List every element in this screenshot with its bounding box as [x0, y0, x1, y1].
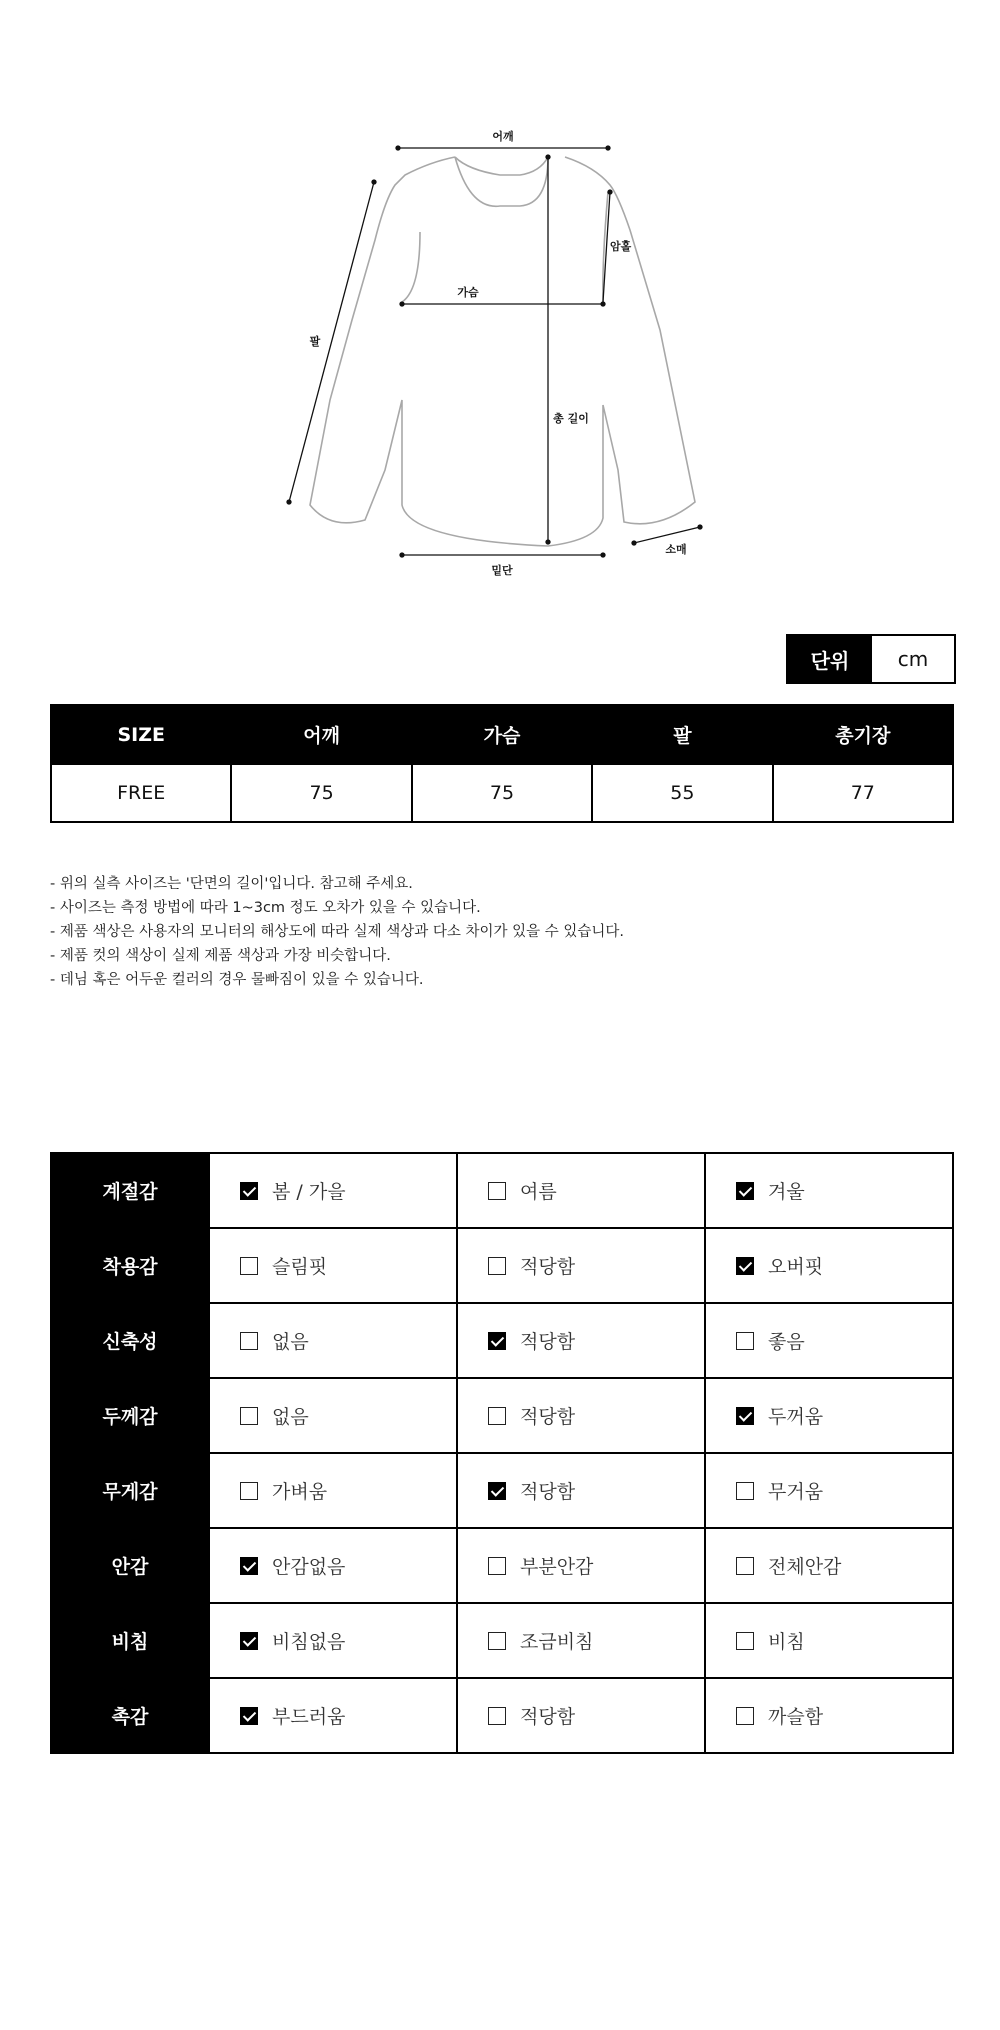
table-row [51, 1603, 953, 1678]
fit-option-label: 조금비침 [520, 1631, 594, 1653]
fit-option-label: 오버핏 [768, 1256, 824, 1278]
checkbox-icon [488, 1257, 506, 1275]
note-line: - 데님 혹은 어두운 컬러의 경우 물빠짐이 있을 수 있습니다. [50, 972, 424, 988]
fit-option-cell [209, 1303, 457, 1378]
size-cell: 75 [231, 764, 411, 822]
note-line: - 제품 컷의 색상이 실제 제품 색상과 가장 비슷합니다. [50, 948, 391, 964]
table-row [51, 1378, 953, 1453]
fit-option [488, 1402, 704, 1429]
size-cell: 55 [592, 764, 772, 822]
fit-option [736, 1252, 952, 1279]
fit-option-label: 적당함 [520, 1331, 576, 1353]
fit-option-label: 안감없음 [272, 1556, 346, 1578]
fit-option-cell [209, 1153, 457, 1228]
fit-option-cell [705, 1453, 953, 1528]
fit-option [488, 1177, 704, 1204]
fit-option-cell [209, 1603, 457, 1678]
fit-option-label: 부드러움 [272, 1706, 346, 1728]
fit-option-cell [705, 1228, 953, 1303]
fit-option [240, 1402, 456, 1429]
fit-option-label: 여름 [520, 1181, 557, 1203]
fit-option [736, 1627, 952, 1654]
fit-option-label: 두꺼움 [768, 1406, 824, 1428]
fit-option-label: 비침없음 [272, 1631, 346, 1653]
fit-option-label: 전체안감 [768, 1556, 842, 1578]
fit-option-label: 무거움 [768, 1481, 824, 1503]
neckline-outer [455, 157, 548, 206]
size-notes [50, 872, 624, 992]
fit-option-cell [705, 1603, 953, 1678]
garment-outline [310, 157, 695, 546]
fit-option [736, 1552, 952, 1579]
sleeve-line [289, 182, 374, 502]
checkbox-icon [240, 1407, 258, 1425]
fit-option-cell [705, 1528, 953, 1603]
checkbox-icon [240, 1257, 258, 1275]
fit-option [240, 1252, 456, 1279]
fit-option [240, 1327, 456, 1354]
fit-option-label: 가벼움 [272, 1481, 328, 1503]
fit-option [736, 1402, 952, 1429]
table-row [51, 1303, 953, 1378]
size-header-cell: 가슴 [412, 705, 592, 764]
checked-checkbox-icon [488, 1482, 506, 1500]
checked-checkbox-icon [488, 1332, 506, 1350]
fit-option-cell [209, 1678, 457, 1753]
fit-option [488, 1627, 704, 1654]
size-table-header-row [51, 705, 953, 764]
fit-category-label: 계절감 [51, 1153, 209, 1228]
fit-option-label: 좋음 [768, 1331, 805, 1353]
fit-option-label: 슬림핏 [272, 1256, 328, 1278]
label-cuff: 소매 [665, 543, 687, 556]
fit-option [488, 1327, 704, 1354]
fit-option-label: 적당함 [520, 1481, 576, 1503]
fit-option [488, 1702, 704, 1729]
table-row [51, 764, 953, 822]
label-chest: 가슴 [457, 286, 479, 299]
checked-checkbox-icon [736, 1182, 754, 1200]
fit-category-label: 착용감 [51, 1228, 209, 1303]
garment-measurement-diagram [0, 0, 1000, 600]
size-table [50, 704, 954, 823]
checkbox-icon [240, 1332, 258, 1350]
fit-option-label: 적당함 [520, 1406, 576, 1428]
checkbox-icon [736, 1557, 754, 1575]
fit-option [240, 1552, 456, 1579]
size-header-cell: 팔 [592, 705, 772, 764]
fit-option-label: 없음 [272, 1406, 309, 1428]
checkbox-icon [736, 1482, 754, 1500]
fit-option [736, 1477, 952, 1504]
fit-option [736, 1327, 952, 1354]
fit-option-label: 까슬함 [768, 1706, 824, 1728]
fit-option-cell [209, 1228, 457, 1303]
checked-checkbox-icon [240, 1707, 258, 1725]
fit-option-cell [457, 1303, 705, 1378]
fit-category-label: 무게감 [51, 1453, 209, 1528]
fit-category-label: 촉감 [51, 1678, 209, 1753]
note-line: - 제품 색상은 사용자의 모니터의 해상도에 따라 실제 색상과 다소 차이가 있을 수 있습니다. [50, 924, 625, 940]
checkbox-icon [488, 1707, 506, 1725]
fit-option-cell [209, 1378, 457, 1453]
fit-option [240, 1177, 456, 1204]
fit-option [736, 1702, 952, 1729]
fit-option-cell [705, 1378, 953, 1453]
note-line: - 사이즈는 측정 방법에 따라 1~3cm 정도 오차가 있을 수 있습니다. [50, 900, 481, 916]
size-cell: 77 [773, 764, 953, 822]
checkbox-icon [488, 1632, 506, 1650]
fit-option-cell [457, 1378, 705, 1453]
size-header-cell: 어깨 [231, 705, 411, 764]
fit-option-label: 겨울 [768, 1181, 805, 1203]
checkbox-icon [240, 1482, 258, 1500]
fit-option-label: 적당함 [520, 1256, 576, 1278]
fit-option-cell [705, 1678, 953, 1753]
table-row [51, 1453, 953, 1528]
table-row [51, 1228, 953, 1303]
fit-info-table [50, 1152, 954, 1754]
fit-option-cell [209, 1453, 457, 1528]
fit-option [488, 1477, 704, 1504]
checkbox-icon [736, 1632, 754, 1650]
size-header-cell: SIZE [51, 705, 231, 764]
label-sleeve: 팔 [309, 335, 321, 348]
size-cell: FREE [51, 764, 231, 822]
fit-option [488, 1252, 704, 1279]
table-row [51, 1153, 953, 1228]
label-total-length: 총 길이 [553, 412, 589, 425]
sweater-outline-svg [0, 0, 1000, 600]
fit-option-label: 부분안감 [520, 1556, 594, 1578]
checkbox-icon [488, 1182, 506, 1200]
checked-checkbox-icon [736, 1407, 754, 1425]
checkbox-icon [488, 1407, 506, 1425]
unit-label: 단위 [788, 636, 872, 682]
fit-option-cell [457, 1453, 705, 1528]
fit-option-cell [209, 1528, 457, 1603]
fit-option-cell [457, 1603, 705, 1678]
fit-option [240, 1702, 456, 1729]
unit-indicator [786, 634, 956, 684]
checked-checkbox-icon [240, 1182, 258, 1200]
fit-option-cell [705, 1153, 953, 1228]
fit-category-label: 신축성 [51, 1303, 209, 1378]
checkbox-icon [488, 1557, 506, 1575]
fit-option-cell [457, 1228, 705, 1303]
table-row [51, 1678, 953, 1753]
fit-option-label: 적당함 [520, 1706, 576, 1728]
size-cell: 75 [412, 764, 592, 822]
note-line: - 위의 실측 사이즈는 '단면의 길이'입니다. 참고해 주세요. [50, 876, 413, 892]
size-header-cell: 총기장 [773, 705, 953, 764]
fit-option-label: 없음 [272, 1331, 309, 1353]
label-hem: 밑단 [491, 564, 513, 577]
fit-option-cell [457, 1528, 705, 1603]
checked-checkbox-icon [240, 1632, 258, 1650]
table-row [51, 1528, 953, 1603]
checkbox-icon [736, 1332, 754, 1350]
unit-value: cm [897, 647, 929, 671]
checked-checkbox-icon [736, 1257, 754, 1275]
fit-category-label: 비침 [51, 1603, 209, 1678]
checkbox-icon [736, 1707, 754, 1725]
cuff-line [634, 527, 700, 543]
label-shoulder: 어깨 [492, 130, 514, 143]
fit-option-cell [457, 1153, 705, 1228]
fit-option-cell [457, 1678, 705, 1753]
neckline-inner [455, 157, 548, 175]
fit-option [240, 1477, 456, 1504]
fit-option [736, 1177, 952, 1204]
label-armhole: 암홀 [610, 240, 632, 253]
fit-option-label: 봄 / 가을 [272, 1181, 346, 1203]
fit-option-cell [705, 1303, 953, 1378]
fit-option [488, 1552, 704, 1579]
checked-checkbox-icon [240, 1557, 258, 1575]
fit-category-label: 안감 [51, 1528, 209, 1603]
fit-option-label: 비침 [768, 1631, 805, 1653]
left-armhole [402, 232, 420, 302]
fit-category-label: 두께감 [51, 1378, 209, 1453]
fit-option [240, 1627, 456, 1654]
